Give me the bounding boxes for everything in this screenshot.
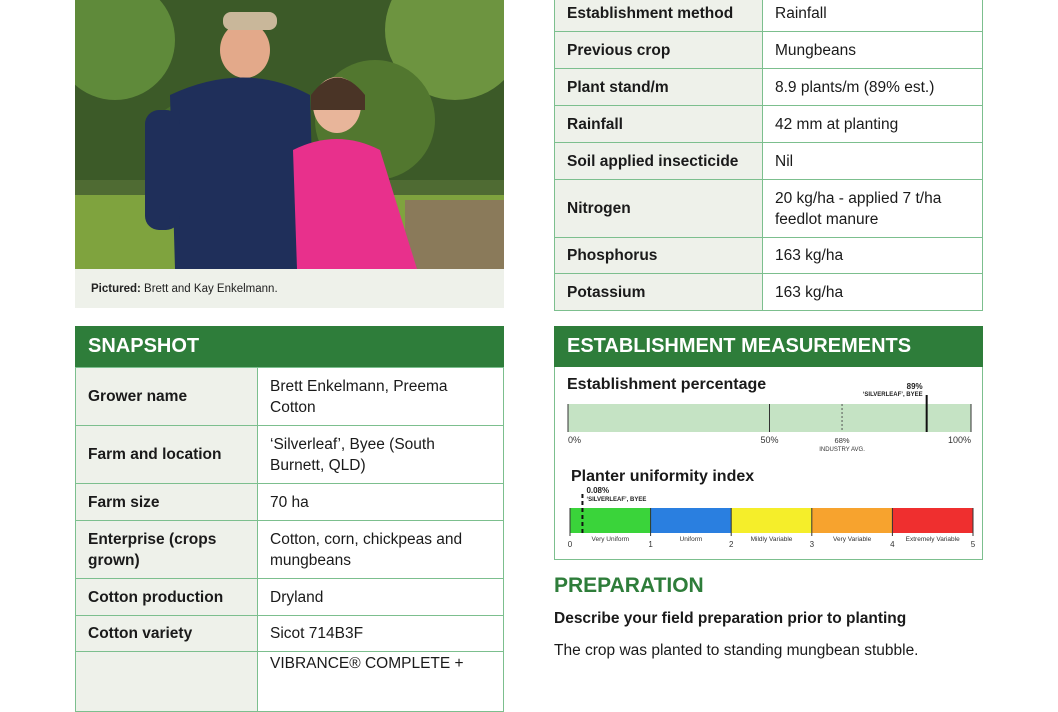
preparation-question: Describe your field preparation prior to planting <box>554 610 907 627</box>
uniformity-band-label: Uniform <box>679 536 703 543</box>
uniformity-band <box>731 508 812 533</box>
table-row: Rainfall 42 mm at planting <box>555 106 983 143</box>
uniformity-value-sub: ‘SILVERLEAF’, BYEE <box>586 497 647 503</box>
snapshot-heading: SNAPSHOT <box>75 326 504 367</box>
uniformity-band-label: Very Uniform <box>591 536 630 543</box>
establishment-value-label: 89% <box>906 382 923 391</box>
uniformity-title: Planter uniformity index <box>571 468 755 485</box>
table-row: Cotton production Dryland <box>76 579 504 616</box>
table-row: Enterprise (crops grown) Cotton, corn, chickpeas and mungbeans <box>76 521 504 579</box>
measurements-heading: ESTABLISHMENT MEASUREMENTS <box>554 326 983 367</box>
table-row: Previous crop Mungbeans <box>555 32 983 69</box>
establishment-percentage-title: Establishment percentage <box>567 376 767 393</box>
photo-caption: Pictured: Brett and Kay Enkelmann. <box>91 283 278 295</box>
industry-average-label: 68% <box>834 436 850 445</box>
table-row: Farm and location ‘Silverleaf’, Byee (South Burnett, QLD) <box>76 426 504 484</box>
table-row: Cotton variety Sicot 714B3F <box>76 616 504 652</box>
table-row: Grower name Brett Enkelmann, Preema Cotton <box>76 368 504 426</box>
uniformity-band-label: Very Variable <box>833 536 872 543</box>
table-row: VIBRANCE® COMPLETE + <box>76 652 504 712</box>
uniformity-band-label: Extremely Variable <box>905 536 960 543</box>
preparation-heading: PREPARATION <box>554 574 704 597</box>
establishment-value-sub: ‘SILVERLEAF’, BYEE <box>862 392 923 398</box>
table-row: Farm size 70 ha <box>76 484 504 521</box>
table-row: Nitrogen 20 kg/ha - applied 7 t/ha feedlot manure <box>555 180 983 238</box>
uniformity-value-label: 0.08% <box>586 486 610 495</box>
table-row: Phosphorus 163 kg/ha <box>555 238 983 274</box>
snapshot-table <box>75 367 504 712</box>
preparation-answer: The crop was planted to standing mungbean stubble. <box>554 642 919 659</box>
uniformity-band <box>892 508 973 533</box>
industry-average-sub: INDUSTRY AVG. <box>819 447 865 453</box>
grower-photo <box>75 0 504 269</box>
uniformity-tick-label: 2 <box>728 540 734 549</box>
table-row: Potassium 163 kg/ha <box>555 274 983 311</box>
uniformity-tick-label: 0 <box>567 540 573 549</box>
uniformity-tick-label: 1 <box>648 540 653 549</box>
table-row: Establishment method Rainfall <box>555 0 983 32</box>
uniformity-tick-label: 5 <box>970 540 976 549</box>
establishment-percentage-chart <box>555 367 982 560</box>
establishment-details-table <box>554 0 983 311</box>
establishment-tick-label: 0% <box>568 435 582 445</box>
uniformity-band <box>812 508 893 533</box>
uniformity-tick-label: 3 <box>809 540 815 549</box>
table-row: Soil applied insecticide Nil <box>555 143 983 180</box>
table-row: Plant stand/m 8.9 plants/m (89% est.) <box>555 69 983 106</box>
uniformity-band <box>651 508 732 533</box>
photo-card <box>75 0 504 308</box>
uniformity-tick-label: 4 <box>890 540 895 549</box>
measurements-panel <box>554 367 983 560</box>
establishment-tick-label: 50% <box>760 435 779 445</box>
uniformity-band-label: Mildly Variable <box>750 536 793 543</box>
establishment-tick-label: 100% <box>947 435 971 445</box>
